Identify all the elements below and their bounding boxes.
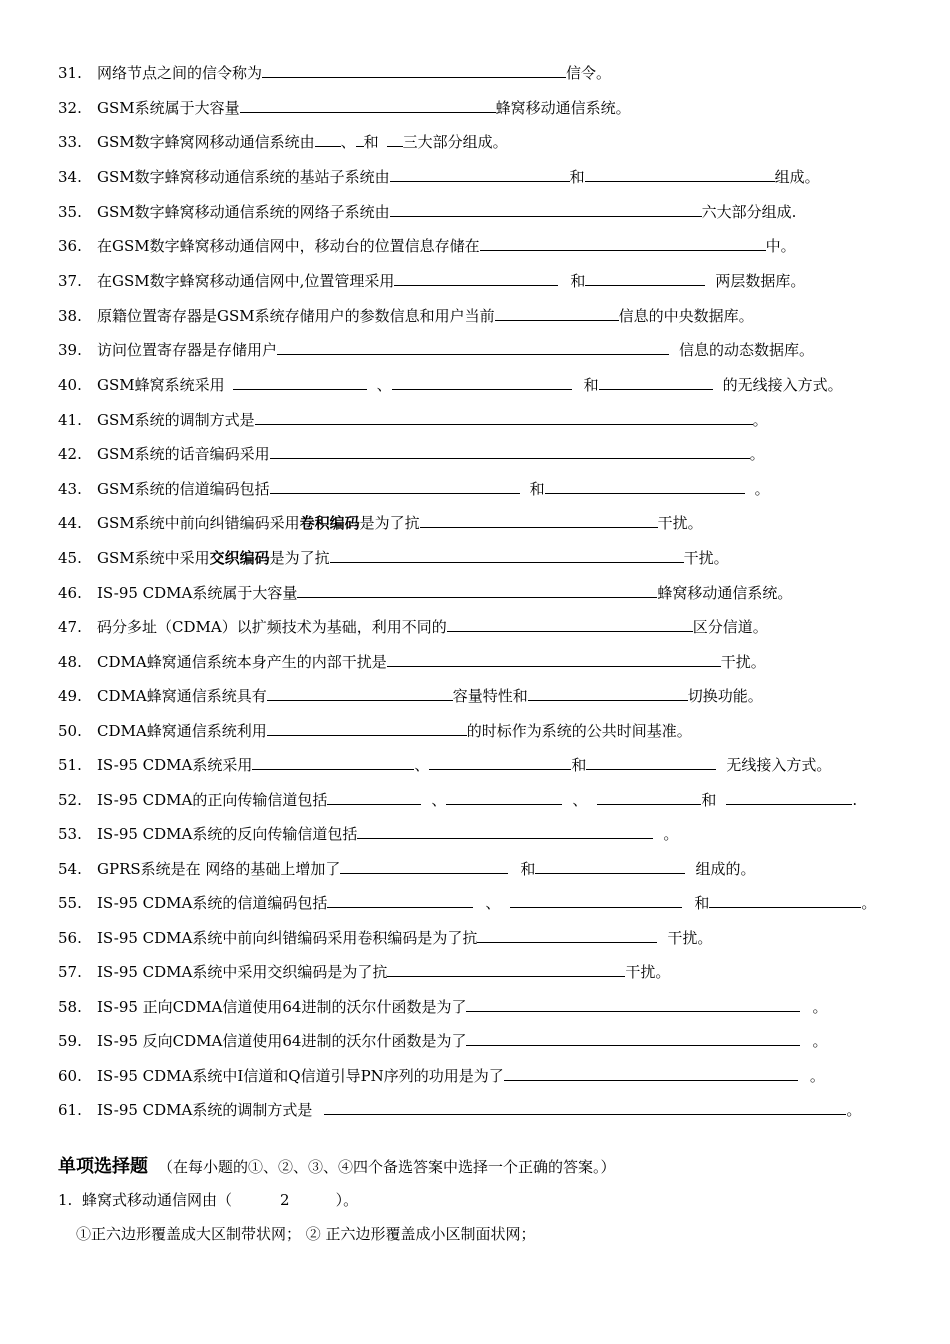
answer-blank[interactable]: [387, 961, 625, 977]
section-instructions: （在每小题的①、②、③、④四个备选答案中选择一个正确的答案。）: [158, 1158, 616, 1176]
question-53: 53. IS-95 CDMA系统的反向传输信道包括 。: [58, 825, 679, 843]
answer-blank[interactable]: [387, 131, 403, 147]
answer-blank[interactable]: [277, 339, 669, 355]
question-38: 38. 原籍位置寄存器是GSM系统存储用户的参数信息和用户当前 信息的中央数据库。: [58, 307, 754, 325]
question-61: 61. IS-95 CDMA系统的调制方式是 。: [58, 1101, 862, 1119]
question-41: 41. GSM系统的调制方式是 。: [58, 411, 768, 429]
answer-blank[interactable]: [356, 131, 364, 147]
answer-blank[interactable]: [599, 374, 713, 390]
section-title: 单项选择题: [58, 1156, 148, 1177]
question-32: 32. GSM系统属于大容量 蜂窝移动通信系统。: [58, 99, 631, 117]
answer-blank[interactable]: [267, 685, 453, 701]
answer-blank[interactable]: [394, 270, 558, 286]
answer-blank[interactable]: [495, 305, 619, 321]
question-33: 33. GSM数字蜂窝网移动通信系统由 、 和 三大部分组成。: [58, 133, 508, 151]
answer-blank[interactable]: [324, 1099, 846, 1115]
question-54: 54. GPRS系统是在 网络的基础上增加了 和 组成的。: [58, 860, 756, 878]
answer-blank[interactable]: [535, 858, 685, 874]
answer-blank[interactable]: [392, 374, 572, 390]
answer-blank[interactable]: [252, 754, 414, 770]
answer-blank[interactable]: [340, 858, 508, 874]
answer-blank[interactable]: [262, 62, 566, 78]
question-31: 31. 网络节点之间的信令称为 信令。: [58, 64, 612, 82]
answer-blank[interactable]: [420, 512, 658, 528]
answer-blank[interactable]: [504, 1065, 798, 1081]
question-40: 40. GSM蜂窝系统采用 、 和 的无线接入方式。: [58, 376, 843, 394]
answer-blank[interactable]: [315, 131, 341, 147]
answer-blank[interactable]: [480, 235, 766, 251]
question-43: 43. GSM系统的信道编码包括 和 。: [58, 480, 770, 498]
answer-blank[interactable]: [466, 1030, 800, 1046]
question-46: 46. IS-95 CDMA系统属于大容量 蜂窝移动通信系统。: [58, 584, 793, 602]
question-49: 49. CDMA蜂窝通信系统具有 容量特性和 切换功能。: [58, 687, 763, 705]
answer-blank[interactable]: [597, 789, 701, 805]
mc-options: ①正六边形覆盖成大区制带状网； ② 正六边形覆盖成小区制面状网；: [76, 1225, 536, 1243]
answer-blank[interactable]: [528, 685, 688, 701]
mc-question-1: 1. 蜂窝式移动通信网由（ 2 ）。: [58, 1191, 359, 1209]
question-44: 44. GSM系统中前向纠错编码采用卷积编码是为了抗 干扰。: [58, 514, 703, 532]
answer-blank[interactable]: [270, 443, 750, 459]
answer-blank[interactable]: [327, 789, 421, 805]
answer-blank[interactable]: [330, 547, 684, 563]
answer-blank[interactable]: [447, 616, 693, 632]
question-45: 45. GSM系统中采用交织编码是为了抗 干扰。: [58, 549, 729, 567]
answer-blank[interactable]: [585, 270, 705, 286]
answer-blank[interactable]: [233, 374, 367, 390]
question-47: 47. 码分多址（CDMA）以扩频技术为基础，利用不同的 区分信道。: [58, 618, 768, 636]
mc-answer[interactable]: 2: [280, 1191, 290, 1209]
answer-blank[interactable]: [267, 720, 467, 736]
question-42: 42. GSM系统的话音编码采用 。: [58, 445, 765, 463]
question-37: 37. 在GSM数字蜂窝移动通信网中,位置管理采用 和 两层数据库。: [58, 272, 806, 290]
answer-blank[interactable]: [357, 823, 653, 839]
question-55: 55. IS-95 CDMA系统的信道编码包括 、 和 。: [58, 894, 877, 912]
question-34: 34. GSM数字蜂窝移动通信系统的基站子系统由 和 组成。: [58, 168, 820, 186]
answer-blank[interactable]: [240, 97, 496, 113]
question-52: 52. IS-95 CDMA的正向传输信道包括 、 、 和 .: [58, 791, 858, 809]
question-56: 56. IS-95 CDMA系统中前向纠错编码采用卷积编码是为了抗 干扰。: [58, 929, 713, 947]
answer-blank[interactable]: [709, 892, 861, 908]
question-57: 57. IS-95 CDMA系统中采用交织编码是为了抗 干扰。: [58, 963, 671, 981]
section-heading: [58, 1153, 616, 1181]
answer-blank[interactable]: [297, 582, 657, 598]
question-48: 48. CDMA蜂窝通信系统本身产生的内部干扰是 干扰。: [58, 653, 766, 671]
answer-blank[interactable]: [477, 927, 657, 943]
answer-blank[interactable]: [466, 996, 800, 1012]
answer-blank[interactable]: [586, 754, 716, 770]
answer-blank[interactable]: [429, 754, 571, 770]
question-58: 58. IS-95 正向CDMA信道使用64进制的沃尔什函数是为了 。: [58, 998, 828, 1016]
answer-blank[interactable]: [387, 651, 721, 667]
answer-blank[interactable]: [585, 166, 775, 182]
question-50: 50. CDMA蜂窝通信系统利用 的时标作为系统的公共时间基准。: [58, 722, 692, 740]
answer-blank[interactable]: [327, 892, 473, 908]
answer-blank[interactable]: [270, 478, 520, 494]
answer-blank[interactable]: [255, 409, 753, 425]
question-59: 59. IS-95 反向CDMA信道使用64进制的沃尔什函数是为了 。: [58, 1032, 828, 1050]
question-39: 39. 访问位置寄存器是存储用户 信息的动态数据库。: [58, 341, 815, 359]
question-51: 51. IS-95 CDMA系统采用 、 和 无线接入方式。: [58, 756, 832, 774]
answer-blank[interactable]: [390, 201, 702, 217]
answer-blank[interactable]: [446, 789, 562, 805]
answer-blank[interactable]: [510, 892, 682, 908]
question-36: 36. 在GSM数字蜂窝移动通信网中，移动台的位置信息存储在 中。: [58, 237, 796, 255]
answer-blank[interactable]: [545, 478, 745, 494]
answer-blank[interactable]: [390, 166, 570, 182]
answer-blank[interactable]: [726, 789, 852, 805]
question-60: 60. IS-95 CDMA系统中I信道和Q信道引导PN序列的功用是为了 。: [58, 1067, 825, 1085]
question-35: 35. GSM数字蜂窝移动通信系统的网络子系统由 六大部分组成.: [58, 203, 797, 221]
